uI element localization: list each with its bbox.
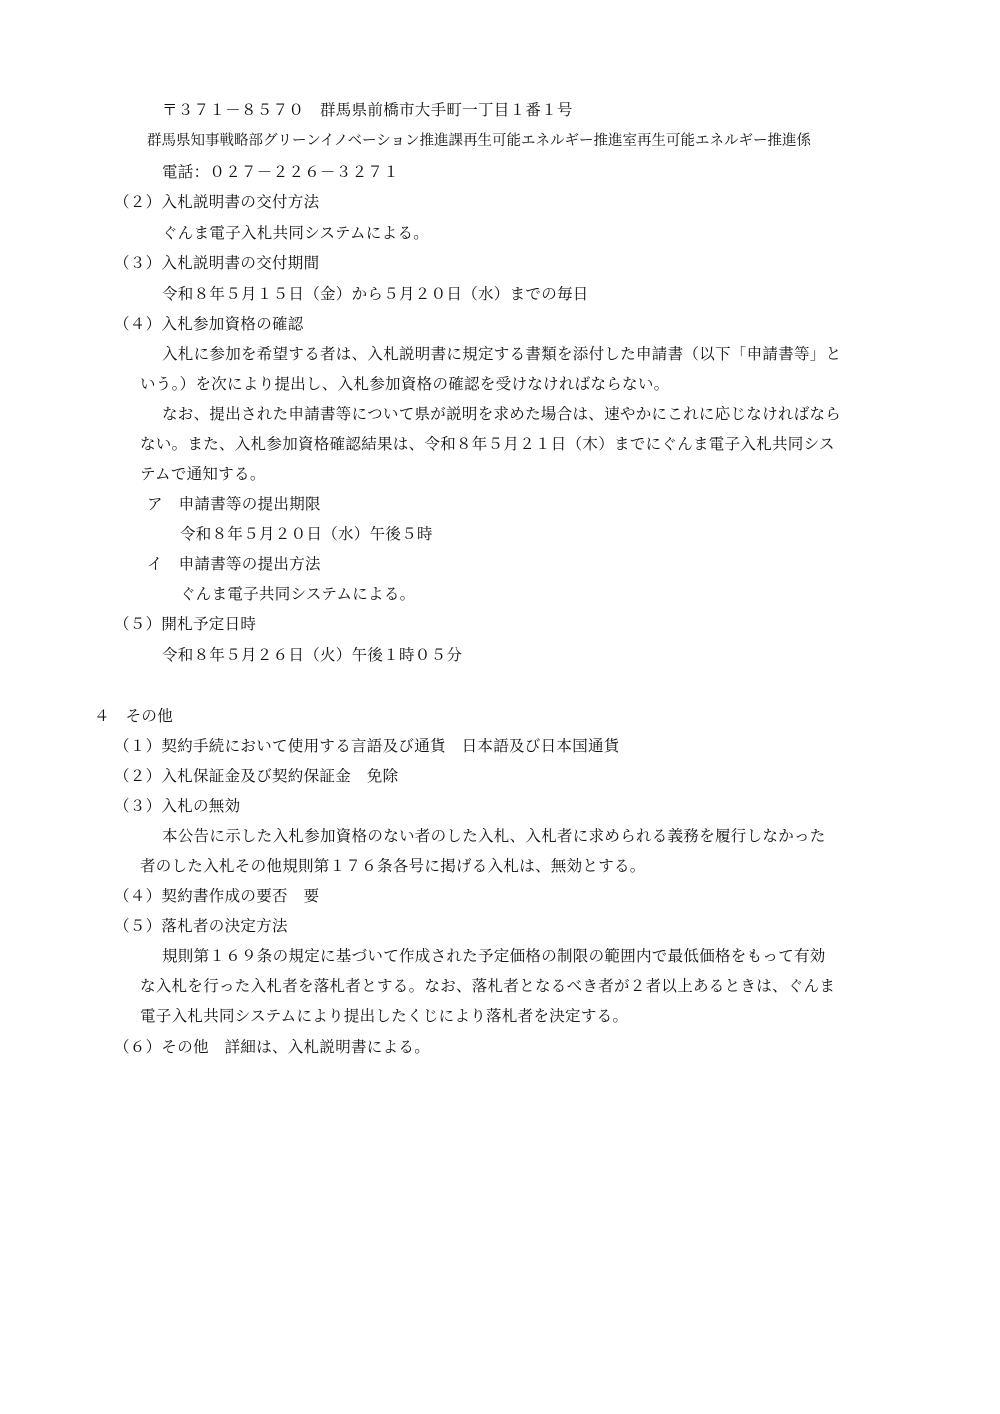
item4-heading-line (0, 308, 1000, 340)
item2-body-line (0, 217, 1000, 249)
item3-heading: （３）入札説明書の交付期間 (114, 254, 320, 272)
contact-department: 群馬県知事戦略部グリーンイノベーション推進課再生可能エネルギー推進室再生可能エネルギー推進係 (147, 133, 811, 149)
item5-body-line (0, 639, 1000, 671)
sub-i-heading: イ 申請書等の提出方法 (147, 555, 321, 573)
s4-item1: （１）契約手続において使用する言語及び通貨 日本語及び日本国通貨 (114, 737, 620, 755)
item4-para2-text1: なお、提出された申請書等について県が説明を求めた場合は、速やかにこれに応じなければなら (162, 405, 842, 423)
item4-heading: （４）入札参加資格の確認 (114, 315, 304, 333)
item2-body: ぐんま電子入札共同システムによる。 (162, 224, 430, 242)
sub-a-heading: ア 申請書等の提出期限 (147, 495, 321, 513)
s4-item2-line (0, 760, 1000, 792)
s4-item5-text2: な入札を行った入札者を落札者とする。なお、落札者となるべき者が２者以上あるときは、ぐんま (140, 977, 836, 995)
sub-a-heading-line (0, 488, 1000, 520)
s4-item3-text1: 本公告に示した入札参加資格のない者のした入札、入札者に求められる義務を履行しなかった (162, 827, 826, 845)
item4-para1-text2: いう。）を次により提出し、入札参加資格の確認を受けなければならない。 (140, 375, 670, 393)
contact-address: 〒３７１－８５７０ 群馬県前橋市大手町一丁目１番１号 (162, 101, 573, 119)
item4-para2-line3 (0, 458, 1000, 490)
contact-department-line (0, 125, 1000, 157)
item4-para1-line1 (0, 338, 1000, 370)
s4-item2: （２）入札保証金及び契約保証金 免除 (114, 767, 399, 785)
s4-item6-line (0, 1031, 1000, 1063)
item5-heading-line (0, 608, 1000, 640)
s4-item5-line2 (0, 970, 1000, 1002)
s4-item5-line3 (0, 1000, 1000, 1032)
s4-item3-text2: 者のした入札その他規則第１７６条各号に掲げる入札は、無効とする。 (140, 857, 646, 875)
item4-para1-line2 (0, 368, 1000, 400)
s4-item4-line (0, 880, 1000, 912)
sub-a-body: 令和８年５月２０日（水）午後５時 (180, 525, 433, 543)
item4-para2-line2 (0, 428, 1000, 460)
s4-item3-line2 (0, 850, 1000, 882)
s4-item5-line1 (0, 940, 1000, 972)
item3-heading-line (0, 247, 1000, 279)
item2-heading-line (0, 186, 1000, 218)
contact-address-line (0, 94, 1000, 126)
contact-phone: 電話：０２７－２２６－３２７１ (162, 163, 400, 181)
item2-heading: （２）入札説明書の交付方法 (114, 193, 320, 211)
contact-phone-line (0, 156, 1000, 188)
sub-a-body-line (0, 518, 1000, 550)
item5-body: 令和８年５月２６日（火）午後１時０５分 (162, 646, 463, 664)
item4-para1-text1: 入札に参加を希望する者は、入札説明書に規定する書類を添付した申請書（以下「申請書等」と (162, 345, 842, 363)
s4-item3-heading: （３）入札の無効 (114, 797, 241, 815)
item5-heading: （５）開札予定日時 (114, 615, 257, 633)
item3-body-line (0, 278, 1000, 310)
s4-item5-text3: 電子入札共同システムにより提出したくじにより落札者を決定する。 (140, 1007, 629, 1025)
s4-item4: （４）契約書作成の要否 要 (114, 887, 320, 905)
item4-para2-line1 (0, 398, 1000, 430)
section4-title-line (0, 700, 1000, 732)
sub-i-body-line (0, 578, 1000, 610)
s4-item1-line (0, 730, 1000, 762)
sub-i-heading-line (0, 548, 1000, 580)
s4-item5-heading-line (0, 910, 1000, 942)
s4-item6: （６）その他 詳細は、入札説明書による。 (114, 1038, 431, 1056)
section4-title: ４ その他 (94, 707, 174, 725)
s4-item3-line1 (0, 820, 1000, 852)
item4-para2-text3: テムで通知する。 (140, 465, 266, 483)
s4-item3-heading-line (0, 790, 1000, 822)
sub-i-body: ぐんま電子共同システムによる。 (180, 585, 416, 603)
item4-para2-text2: ない。また、入札参加資格確認結果は、令和８年５月２１日（木）までにぐんま電子入札共同シス (140, 435, 835, 453)
item3-body: 令和８年５月１５日（金）から５月２０日（水）までの毎日 (162, 285, 589, 303)
s4-item5-heading: （５）落札者の決定方法 (114, 917, 288, 935)
s4-item5-text1: 規則第１６９条の規定に基づいて作成された予定価格の制限の範囲内で最低価格をもって有効 (162, 947, 826, 965)
